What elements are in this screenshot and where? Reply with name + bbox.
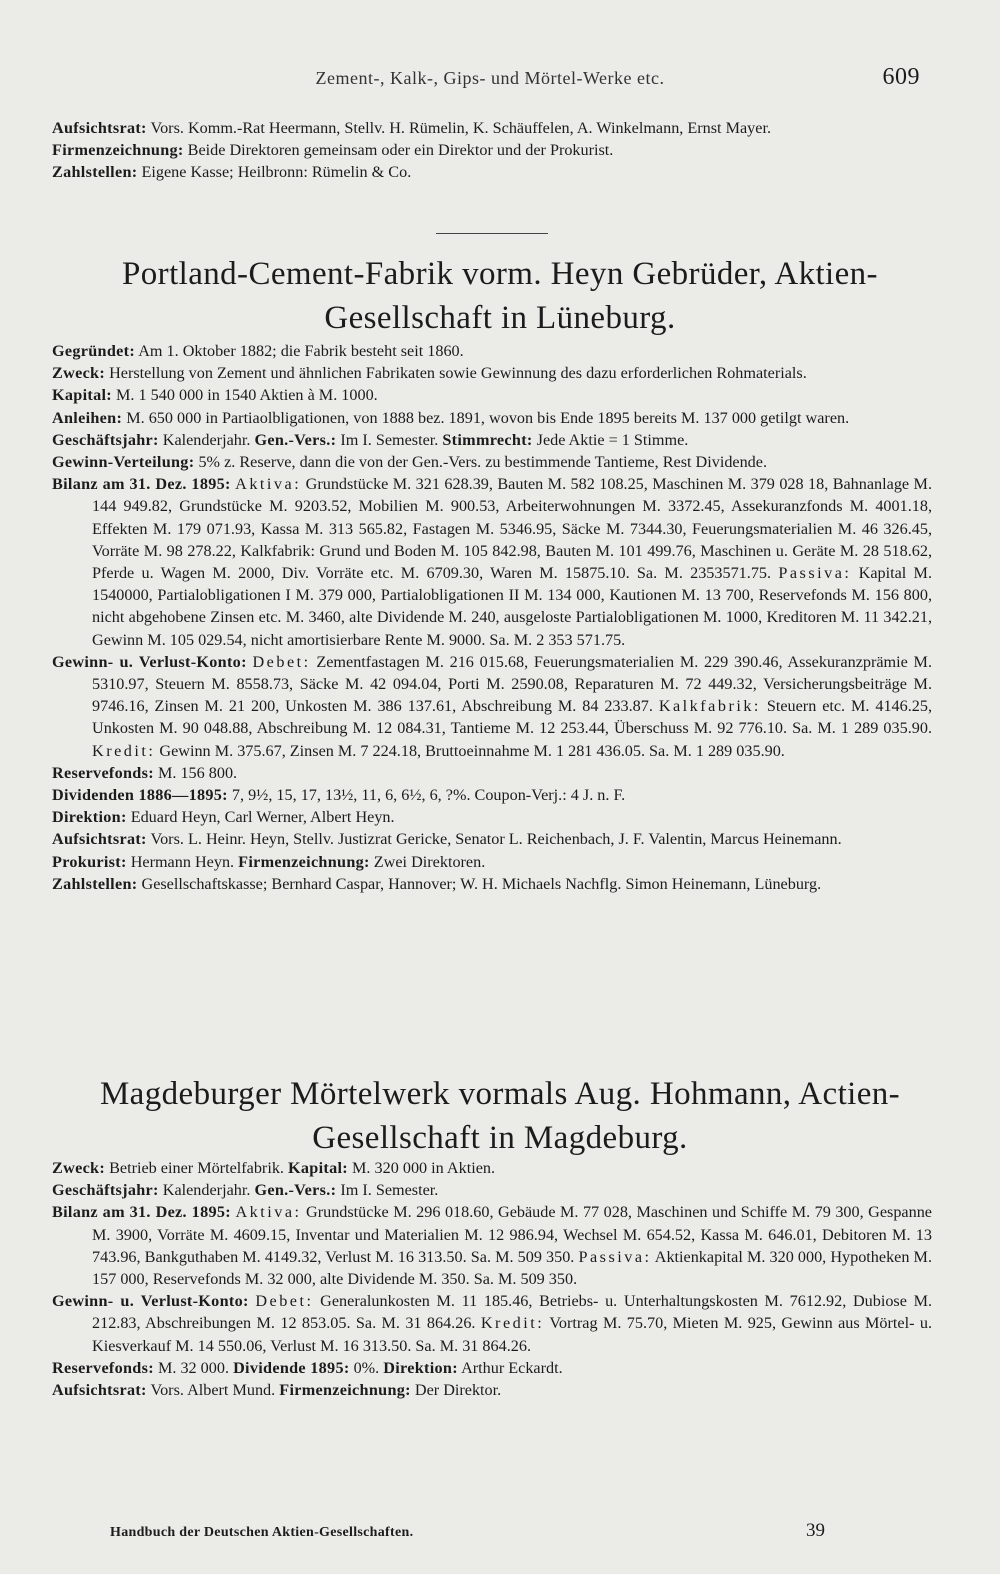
entry-firmenzeichnung-top: Firmenzeichnung: Beide Direktoren gemeinsam oder ein Direktor und der Prokurist.	[52, 141, 614, 160]
company-magdeburger-entries	[52, 1157, 932, 1401]
entry-zahlstellen-top: Zahlstellen: Eigene Kasse; Heilbronn: Rümelin & Co.	[52, 163, 412, 182]
signature-mark: 39	[806, 1520, 825, 1541]
top-entries	[52, 117, 932, 184]
running-title: Zement-, Kalk-, Gips- und Mörtel-Werke etc.	[315, 68, 665, 88]
entry-prokurist: Prokurist: Hermann Heyn. Firmenzeichnung: Zwei Direktoren.	[52, 852, 486, 871]
entry-gewinn-verteilung: Gewinn-Verteilung: 5% z. Reserve, dann die von der Gen.-Vers. zu bestimmende Tantieme, Rest Dividende.	[52, 453, 768, 472]
page-number: 609	[882, 64, 920, 90]
entry-aufsichtsrat: Aufsichtsrat: Vors. Albert Mund. Firmenzeichnung: Der Direktor.	[52, 1381, 502, 1400]
entry-gewinn-verlust: Gewinn- u. Verlust-Konto: Debet: Zementfastagen M. 216 015.68, Feuerungsmaterialien M. 229 390.46, Assekuranzprämie M. 5310.97, Steuern M. 8558.73, Säcke M. 42 094.04, Porti M. 2590.08, Reparaturen M. 72 449.32, Versicherungsbeiträge M. 9746.16, Zinsen M. 21 200, Unkosten M. 386 137.61, Abschreibung M. 84 233.87. Kalkfabrik: Steuern etc. M. 4146.25, Unkosten M. 90 048.88, Abschreibung M. 12 084.31, Tantieme M. 12 253.44, Überschuss M. 92 776.10. Sa. M. 1 289 035.90. Kredit: Gewinn M. 375.67, Zinsen M. 7 224.18, Bruttoeinnahme M. 1 281 436.05. Sa. M. 1 289 035.90.	[52, 652, 933, 760]
running-header	[60, 64, 920, 90]
entry-gewinn-verlust: Gewinn- u. Verlust-Konto: Debet: Generalunkosten M. 11 185.46, Betriebs- u. Unterhaltungskosten M. 7612.92, Dubiose M. 212.83, Abschreibungen M. 12 853.05. Sa. M. 31 864.26. Kredit: Vortrag M. 75.70, Mieten M. 925, Gewinn aus Mörtel- u. Kiesverkauf M. 14 550.06, Verlust M. 16 313.50. Sa. M. 31 864.26.	[52, 1292, 933, 1355]
entry-zweck: Zweck: Betrieb einer Mörtelfabrik. Kapital: M. 320 000 in Aktien.	[52, 1159, 496, 1177]
entry-kapital: Kapital: M. 1 540 000 in 1540 Aktien à M. 1000.	[52, 386, 378, 405]
entry-bilanz: Bilanz am 31. Dez. 1895: Aktiva: Grundstücke M. 296 018.60, Gebäude M. 77 028, Maschinen und Schiffe M. 79 300, Gespanne M. 3900, Vorräte M. 4609.15, Inventar und Materialien M. 12 986.94, Wechsel M. 654.52, Kassa M. 646.01, Debitoren M. 13 743.96, Bankguthaben M. 4149.32, Verlust M. 16 313.50. Sa. M. 509 350. Passiva: Aktienkapital M. 320 000, Hypotheken M. 157 000, Reservefonds M. 32 000, alte Dividende M. 350. Sa. M. 509 350.	[52, 1203, 932, 1289]
entry-reservefonds: Reservefonds: M. 32 000. Dividende 1895: 0%. Direktion: Arthur Eckardt.	[52, 1358, 563, 1377]
entry-dividenden: Dividenden 1886—1895: 7, 9½, 15, 17, 13½, 11, 6, 6½, 6, ?%. Coupon-Verj.: 4 J. n. F.	[52, 786, 626, 805]
section-divider	[436, 233, 548, 234]
company-heading-magdeburger: Magdeburger Mörtelwerk vormals Aug. Hohmann, Actien- Gesellschaft in Magdeburg.	[99, 1076, 901, 1156]
entry-aufsichtsrat: Aufsichtsrat: Vors. L. Heinr. Heyn, Stellv. Justizrat Gericke, Senator L. Reichenbach, J. F. Valentin, Marcus Heinemann.	[52, 830, 842, 849]
entry-reservefonds: Reservefonds: M. 156 800.	[52, 763, 238, 782]
entry-geschaeftsjahr: Geschäftsjahr: Kalenderjahr. Gen.-Vers.: Im I. Semester. Stimmrecht: Jede Aktie = 1 Stimme.	[52, 430, 689, 449]
footer-source: Handbuch der Deutschen Aktien-Gesellschaften.	[110, 1525, 414, 1540]
entry-aufsichtsrat-top: Aufsichtsrat: Vors. Komm.-Rat Heermann, Stellv. H. Rümelin, K. Schäuffelen, A. Winkelmann, Ernst Mayer.	[52, 119, 772, 137]
entry-direktion: Direktion: Eduard Heyn, Carl Werner, Albert Heyn.	[52, 808, 395, 827]
entry-anleihen: Anleihen: M. 650 000 in Partiaolbligationen, von 1888 bez. 1891, wovon bis Ende 1895 bereits M. 137 000 getilgt waren.	[52, 408, 850, 427]
company-portland-entries	[52, 340, 932, 895]
entry-bilanz: Bilanz am 31. Dez. 1895: Aktiva: Grundstücke M. 321 628.39, Bauten M. 582 108.25, Maschinen M. 379 028 18, Bahnanlage M. 144 949.82, Grundstücke M. 9203.52, Mobilien M. 900.53, Arbeiterwohnungen M. 3372.45, Assekuranzfonds M. 4001.18, Effekten M. 179 071.93, Kassa M. 313 565.82, Fastagen M. 5346.95, Säcke M. 7344.30, Feuerungsmaterialien M. 46 326.45, Vorräte M. 98 278.22, Kalkfabrik: Grund und Boden M. 105 842.98, Bauten M. 101 499.76, Maschinen u. Geräte M. 28 518.62, Pferde u. Wagen M. 2000, Div. Vorräte etc. M. 6709.30, Waren M. 15875.10. Sa. M. 2353571.75. Passiva: Kapital M. 1540000, Partialobligationen I M. 379 000, Partialobligationen II M. 134 000, Kautionen M. 13 700, Reservefonds M. 156 800, nicht abgehobene Zinsen etc. M. 3460, alte Dividende M. 240, ausgeloste Partialobligationen M. 1000, Kreditoren M. 11 342.21, Gewinn M. 105 029.54, nicht amortisierbare Rente M. 9000. Sa. M. 2 353 571.75.	[52, 475, 933, 649]
company-heading-portland: Portland-Cement-Fabrik vorm. Heyn Gebrüder, Aktien- Gesellschaft in Lüneburg.	[122, 256, 878, 336]
entry-zahlstellen: Zahlstellen: Gesellschaftskasse; Bernhard Caspar, Hannover; W. H. Michaels Nachflg. Simon Heinemann, Lüneburg.	[52, 874, 822, 893]
entry-zweck: Zweck: Herstellung von Zement und ähnlichen Fabrikaten sowie Gewinnung des dazu erforderlichen Rohmaterials.	[52, 364, 807, 383]
entry-geschaeftsjahr: Geschäftsjahr: Kalenderjahr. Gen.-Vers.: Im I. Semester.	[52, 1181, 439, 1200]
page-footer	[110, 1520, 825, 1542]
entry-gegruendet: Gegründet: Am 1. Oktober 1882; die Fabrik besteht seit 1860.	[52, 342, 464, 360]
